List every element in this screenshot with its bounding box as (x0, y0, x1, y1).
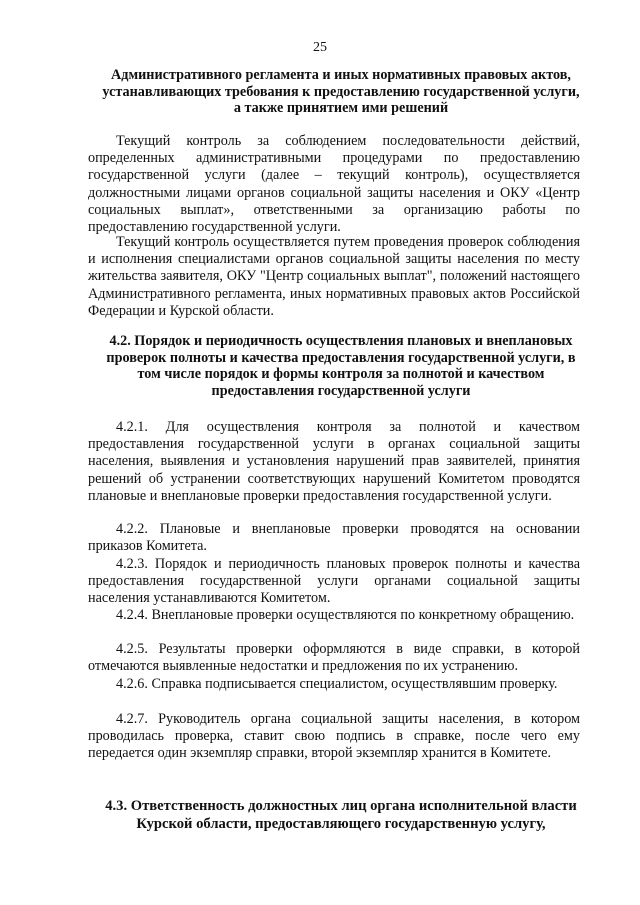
clause-4-2-1: 4.2.1. Для осуществления контроля за полнотой и качеством предоставления государственной услуги в органах социальной защиты населения, выявления и установления нарушений прав заявителей, принятия решений об устранении соответствующих нарушений Комитетом проводятся плановые и внеплановые проверки предоставления государственной услуги. (88, 419, 580, 504)
clause-4-2-2: 4.2.2. Плановые и внеплановые проверки проводятся на основании приказов Комитета. (88, 521, 580, 555)
section-heading-continued: Административного регламента и иных нормативных правовых актов, устанавливающих требования к предоставлению государственной услуги, а также принятием ими решений (102, 67, 580, 116)
paragraph: Текущий контроль за соблюдением последовательности действий, определенных административными процедурами по предоставлению государственной услуги (далее – текущий контроль), осуществляется должностными лицами органов социальной защиты населения и ОКУ «Центр социальных выплат», ответственными за организацию работы по предоставлению государственной услуги. (88, 133, 580, 236)
clause-4-2-5: 4.2.5. Результаты проверки оформляются в виде справки, в которой отмечаются выявленные недостатки и предложения по их устранению. (88, 641, 580, 675)
page-number: 25 (313, 40, 327, 55)
clause-4-2-4: 4.2.4. Внеплановые проверки осуществляются по конкретному обращению. (116, 607, 575, 623)
paragraph: Текущий контроль осуществляется путем проведения проверок соблюдения и исполнения специалистами органов социальной защиты населения по месту жительства заявителя, ОКУ "Центр социальных выплат", положений настоящего Административного регламента, иных нормативных правовых актов Российской Федерации и Курской области. (88, 234, 580, 319)
clause-4-2-7: 4.2.7. Руководитель органа социальной защиты населения, в котором проводилась проверка, ставит свою подпись в справке, после чего ему передается один экземпляр справки, второй экземпляр хранится в Комитете. (88, 711, 580, 762)
section-heading-4-2: 4.2. Порядок и периодичность осуществления плановых и внеплановых проверок полноты и качества предоставления государственной услуги, в том числе порядок и формы контроля за полнотой и качеством предоставления государственной услуги (106, 333, 576, 399)
clause-4-2-3: 4.2.3. Порядок и периодичность плановых проверок полноты и качества предоставления государственной услуги органами социальной защиты населения устанавливаются Комитетом. (88, 556, 580, 607)
clause-4-2-6: 4.2.6. Справка подписывается специалистом, осуществлявшим проверку. (116, 676, 558, 692)
section-heading-4-3: 4.3. Ответственность должностных лиц органа исполнительной власти Курской области, предоставляющего государственную услугу, (105, 798, 577, 832)
